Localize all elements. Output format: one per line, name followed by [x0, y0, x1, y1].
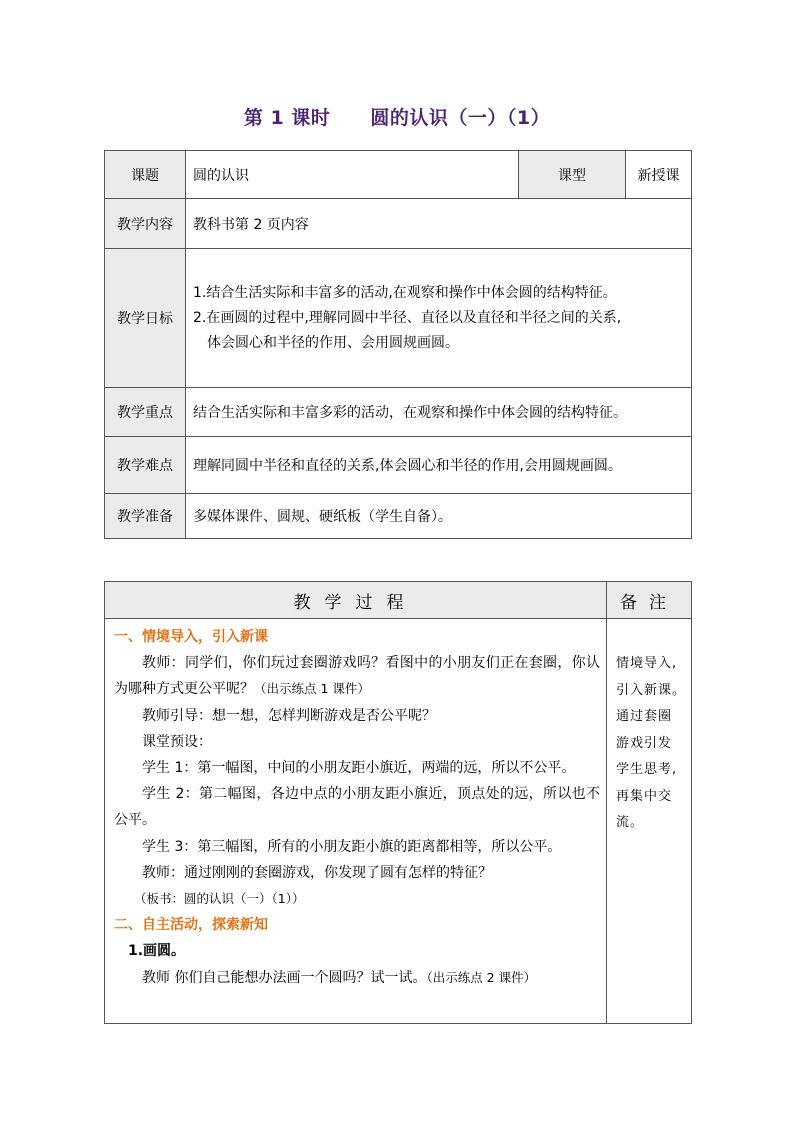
- process-header-row: [105, 582, 692, 619]
- notes-body: [607, 619, 692, 1024]
- paragraph: 教师：同学们，你们玩过套圈游戏吗？看图中的小朋友们正在套圈，你认为哪种方式更公平呢？（出示练点 1 课件）: [114, 655, 600, 698]
- note-line: 通过套圈: [616, 709, 673, 724]
- goals-value: [186, 249, 692, 388]
- row-difficulty: [105, 437, 692, 494]
- teaching-process-table: [104, 581, 692, 1024]
- difficulty-value: 理解同圆中半径和直径的关系,体会圆心和半径的作用,会用圆规画圆。: [186, 437, 692, 494]
- goal-line: 2.在画圆的过程中,理解同圆中半径、直径以及直径和半径之间的关系,: [193, 309, 622, 326]
- note-line: 情境导入,: [616, 656, 678, 671]
- goals-label: 教学日标: [105, 249, 186, 388]
- subject-value: 圆的认识: [186, 151, 519, 199]
- notes-header: 备注: [607, 582, 692, 619]
- preparation-value: 多媒体课件、圆规、硬纸板（学生自备）。: [186, 494, 692, 539]
- paragraph: 教师引导：想一想，怎样判断游戏是否公平呢？: [142, 707, 436, 724]
- section-title: 一、情境导入，引入新课: [114, 629, 268, 645]
- process-body-row: [105, 619, 692, 1024]
- note-line: 再集中交: [616, 788, 673, 804]
- process-header: 教学过程: [105, 582, 607, 619]
- paragraph: 教师 你们自己能想办法画一个圆吗？试一试。（出示练点 2 课件）: [142, 969, 537, 986]
- row-goals: [105, 249, 692, 388]
- lesson-number: 第 1 课时: [243, 107, 331, 129]
- row-subject: [105, 151, 692, 199]
- paragraph: 课堂预设：: [142, 733, 212, 750]
- lesson-topic: 圆的认识（一）（1）: [370, 107, 551, 129]
- type-label: 课型: [519, 151, 626, 199]
- note-line: 游戏引发: [616, 735, 673, 751]
- subject-label: 课题: [105, 151, 186, 199]
- content-value: 教科书第 2 页内容: [186, 199, 692, 249]
- key-point-label: 教学重点: [105, 388, 186, 437]
- lesson-info-table: [104, 150, 692, 539]
- paragraph: 学生 2：第二幅图，各边中点的小朋友距小旗近，顶点处的远，所以也不公平。: [114, 786, 600, 829]
- note-line: 学生思考,: [616, 762, 678, 777]
- goal-line: 1.结合生活实际和丰富多的活动,在观察和操作中体会圆的结构特征。: [193, 284, 617, 301]
- paragraph: 学生 1：第一幅图，中间的小朋友距小旗近，两端的远，所以不公平。: [142, 760, 576, 777]
- note-line: 引入新课。: [616, 682, 687, 698]
- row-key-point: [105, 388, 692, 437]
- type-value: 新授课: [626, 151, 692, 199]
- note-line: 流。: [616, 815, 645, 830]
- row-preparation: [105, 494, 692, 539]
- difficulty-label: 教学难点: [105, 437, 186, 494]
- page-title: [0, 103, 794, 130]
- paragraph: 教师：通过刚刚的套圈游戏，你发现了圆有怎样的特征？: [142, 864, 492, 881]
- process-body: [105, 619, 607, 1024]
- paragraph: 学生 3：第三幅图，所有的小朋友距小旗的距离都相等，所以公平。: [142, 838, 562, 855]
- row-content: [105, 199, 692, 249]
- key-point-value: 结合生活实际和丰富多彩的活动，在观察和操作中体会圆的结构特征。: [186, 388, 692, 437]
- preparation-label: 教学准备: [105, 494, 186, 539]
- content-label: 教学内容: [105, 199, 186, 249]
- section-title: 二、自主活动，探索新知: [114, 917, 268, 934]
- goal-line: 体会圆心和半径的作用、会用圆规画圆。: [207, 334, 459, 351]
- subsection-title: 1.画圆。: [128, 943, 186, 960]
- board-writing: （板书：圆的认识（一）（1））: [134, 891, 305, 907]
